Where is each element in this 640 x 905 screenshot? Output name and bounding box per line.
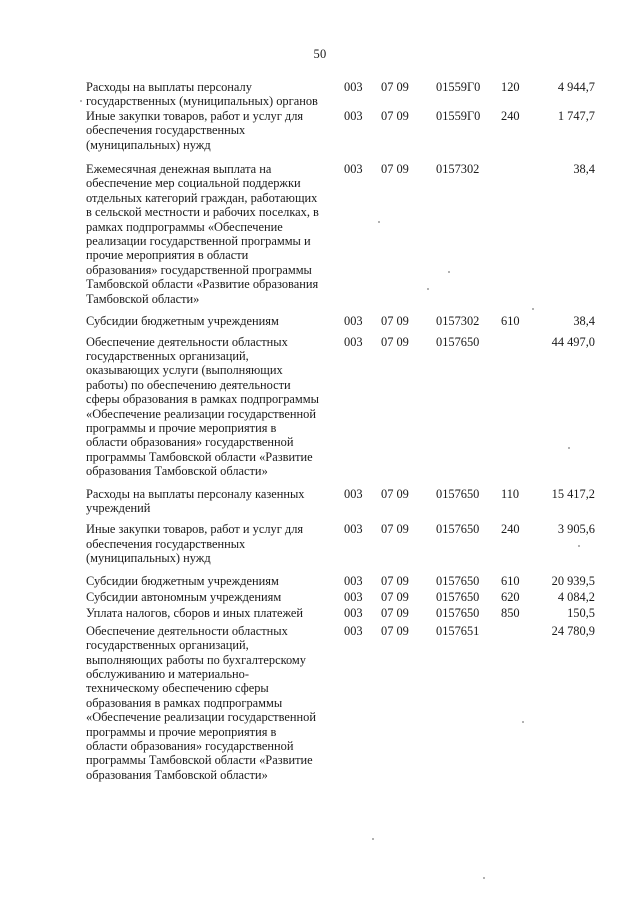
description-line: области образования» государственной xyxy=(86,435,294,450)
expense-type-code: 240 xyxy=(501,522,520,537)
table-row xyxy=(86,624,595,782)
budget-table xyxy=(86,80,595,782)
description-line: государственных (муниципальных) органов xyxy=(86,94,318,109)
description-line: образования» государственной программы xyxy=(86,262,312,277)
admin-code: 003 xyxy=(344,590,363,604)
description-line: Обеспечение деятельности областных xyxy=(86,334,288,349)
expense-type-code: 120 xyxy=(501,80,520,94)
expense-type-code: 110 xyxy=(501,486,520,501)
target-code: 0157650 xyxy=(436,590,480,604)
admin-code: 003 xyxy=(344,80,363,94)
table-row xyxy=(86,80,595,109)
target-code: 0157651 xyxy=(436,623,480,638)
target-code: 0157302 xyxy=(436,314,480,329)
expense-description xyxy=(86,624,344,782)
description-line: области образования» государственной xyxy=(86,739,294,754)
description-line: программы Тамбовской области «Развитие xyxy=(86,753,313,768)
description-line: техническому обеспечению сферы xyxy=(86,681,269,696)
table-row xyxy=(86,162,595,306)
row-spacer xyxy=(86,566,595,574)
expense-description xyxy=(86,522,344,565)
admin-code: 003 xyxy=(344,522,363,537)
admin-code: 003 xyxy=(344,314,363,329)
description-line: образования Тамбовской области» xyxy=(86,464,268,479)
row-spacer-cell xyxy=(86,479,595,487)
target-code: 0157650 xyxy=(436,334,480,349)
section-code: 07 09 xyxy=(381,486,409,501)
budget-table-body xyxy=(86,80,595,782)
description-line: Субсидии бюджетным учреждениям xyxy=(86,314,279,329)
scan-speck xyxy=(80,100,82,102)
target-code: 0157650 xyxy=(436,606,480,621)
description-line: обеспечения государственных xyxy=(86,536,246,551)
description-line: государственных организаций, xyxy=(86,348,249,363)
section-code: 07 09 xyxy=(381,623,409,638)
description-line: программы Тамбовской области «Развитие xyxy=(86,449,313,464)
expense-description xyxy=(86,314,344,328)
amount-value: 4 944,7 xyxy=(557,80,595,94)
amount-value: 150,5 xyxy=(567,606,595,621)
section-code: 07 09 xyxy=(381,334,409,349)
amount-value: 24 780,9 xyxy=(551,623,595,638)
section-code: 07 09 xyxy=(381,590,409,604)
description-line: Тамбовской области «Развитие образования xyxy=(86,277,319,292)
expense-description xyxy=(86,574,344,588)
row-spacer-cell xyxy=(86,566,595,574)
section-code: 07 09 xyxy=(381,522,409,537)
description-line: «Обеспечение реализации государственной xyxy=(86,406,316,421)
description-line: (муниципальных) нужд xyxy=(86,137,211,152)
description-line: рамках подпрограммы «Обеспечение xyxy=(86,219,283,234)
section-code: 07 09 xyxy=(381,162,409,177)
amount-value: 44 497,0 xyxy=(551,334,595,349)
section-code: 07 09 xyxy=(381,573,409,588)
description-line: обеспечение мер социальной поддержки xyxy=(86,176,301,191)
description-line: оказывающих услуги (выполняющих xyxy=(86,363,283,378)
description-line: Иные закупки товаров, работ и услуг для xyxy=(86,522,304,537)
amount-value: 4 084,2 xyxy=(557,590,595,604)
description-line: «Обеспечение реализации государственной xyxy=(86,710,316,725)
table-row xyxy=(86,522,595,565)
admin-code: 003 xyxy=(344,606,363,621)
expense-type-code: 620 xyxy=(501,590,520,604)
target-code: 0157650 xyxy=(436,486,480,501)
description-line: Уплата налогов, сборов и иных платежей xyxy=(86,606,304,621)
description-line: сферы образования в рамках подпрограммы xyxy=(86,392,319,407)
scan-speck xyxy=(578,545,580,547)
expense-description xyxy=(86,606,344,620)
target-code: 01559Г0 xyxy=(436,108,481,123)
row-spacer xyxy=(86,152,595,162)
amount-value: 15 417,2 xyxy=(551,486,595,501)
scan-speck xyxy=(427,288,429,290)
description-line: обеспечения государственных xyxy=(86,123,246,138)
description-line: в сельской местности и рабочих поселках, в xyxy=(86,205,319,220)
admin-code: 003 xyxy=(344,108,363,123)
admin-code: 003 xyxy=(344,573,363,588)
expense-type-code xyxy=(501,162,541,306)
target-code: 01559Г0 xyxy=(436,80,481,94)
description-line: государственных организаций, xyxy=(86,638,249,653)
scan-speck xyxy=(372,838,374,840)
expense-description xyxy=(86,80,344,109)
amount-value: 1 747,7 xyxy=(557,108,595,123)
table-row xyxy=(86,109,595,152)
page-number: 50 xyxy=(313,47,327,61)
amount-value: 20 939,5 xyxy=(551,573,595,588)
row-spacer-cell xyxy=(86,515,595,522)
description-line: выполняющих работы по бухгалтерскому xyxy=(86,652,306,667)
description-line: отдельных категорий граждан, работающих xyxy=(86,190,318,205)
admin-code: 003 xyxy=(344,623,363,638)
description-line: Субсидии бюджетным учреждениям xyxy=(86,573,279,588)
scan-speck xyxy=(532,308,534,310)
table-row xyxy=(86,606,595,620)
description-line: прочие мероприятия в области xyxy=(86,248,249,263)
expense-description xyxy=(86,162,344,306)
description-line: (муниципальных) нужд xyxy=(86,551,211,566)
expense-type-code: 240 xyxy=(501,108,520,123)
description-line: Расходы на выплаты персоналу xyxy=(86,80,252,94)
row-spacer-cell xyxy=(86,152,595,162)
table-row xyxy=(86,590,595,604)
expense-type-code: 610 xyxy=(501,573,520,588)
description-line: Субсидии автономным учреждениям xyxy=(86,590,282,604)
scan-speck xyxy=(448,271,450,273)
section-code: 07 09 xyxy=(381,108,409,123)
target-code: 0157650 xyxy=(436,573,480,588)
scan-speck xyxy=(568,447,570,449)
table-row xyxy=(86,487,595,516)
row-spacer-cell xyxy=(86,306,595,314)
row-spacer xyxy=(86,479,595,487)
description-line: Ежемесячная денежная выплата на xyxy=(86,162,272,177)
expense-description xyxy=(86,590,344,604)
description-line: Тамбовской области» xyxy=(86,291,200,306)
section-code: 07 09 xyxy=(381,314,409,329)
expense-description xyxy=(86,487,344,516)
description-line: Обеспечение деятельности областных xyxy=(86,623,288,638)
scan-speck xyxy=(483,877,485,879)
amount-value: 3 905,6 xyxy=(557,522,595,537)
description-line: Иные закупки товаров, работ и услуг для xyxy=(86,108,304,123)
scan-speck xyxy=(378,221,380,223)
description-line: образования Тамбовской области» xyxy=(86,767,268,782)
description-line: программы и прочие мероприятия в xyxy=(86,724,277,739)
description-line: реализации государственной программы и xyxy=(86,234,311,249)
expense-type-code: 850 xyxy=(501,606,520,621)
table-row xyxy=(86,574,595,588)
expense-description xyxy=(86,109,344,152)
description-line: работы) по обеспечению деятельности xyxy=(86,377,291,392)
description-line: обслуживанию и материально- xyxy=(86,667,250,682)
admin-code: 003 xyxy=(344,334,363,349)
table-row xyxy=(86,335,595,479)
description-line: образования в рамках подпрограммы xyxy=(86,695,283,710)
amount-value: 38,4 xyxy=(573,314,595,329)
description-line: Расходы на выплаты персоналу казенных xyxy=(86,486,305,501)
expense-type-code xyxy=(501,335,541,479)
expense-type-code xyxy=(501,624,541,782)
target-code: 0157302 xyxy=(436,162,480,177)
section-code: 07 09 xyxy=(381,80,409,94)
row-spacer xyxy=(86,515,595,522)
description-line: программы и прочие мероприятия в xyxy=(86,420,277,435)
expense-type-code: 610 xyxy=(501,314,520,329)
target-code: 0157650 xyxy=(436,522,480,537)
description-line: учреждений xyxy=(86,500,151,515)
expense-description xyxy=(86,335,344,479)
admin-code: 003 xyxy=(344,486,363,501)
amount-value: 38,4 xyxy=(573,162,595,177)
table-row xyxy=(86,314,595,328)
section-code: 07 09 xyxy=(381,606,409,621)
admin-code: 003 xyxy=(344,162,363,177)
row-spacer xyxy=(86,306,595,314)
scan-speck xyxy=(522,721,524,723)
